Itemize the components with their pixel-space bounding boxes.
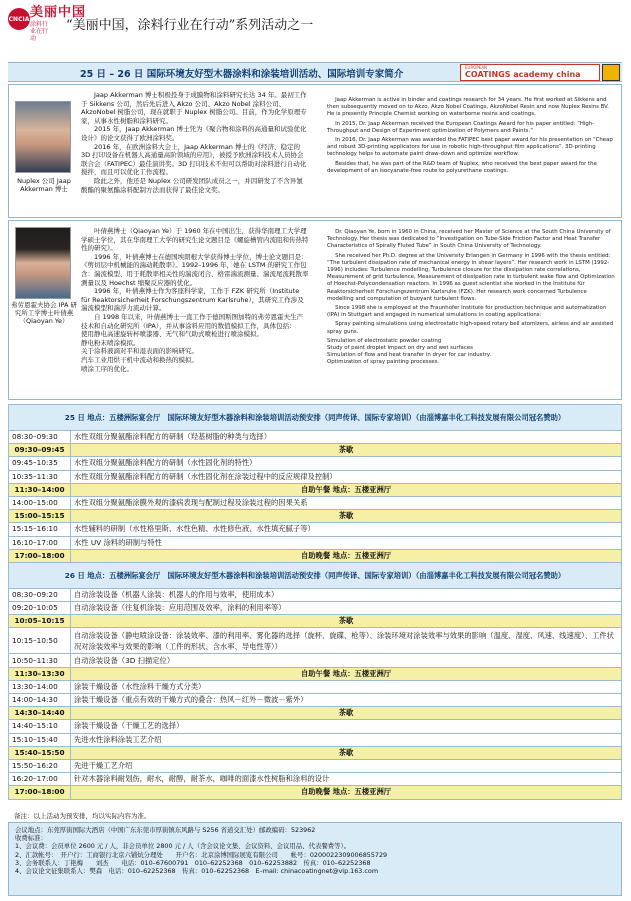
break-label: 自助晚餐 地点：五楼亚洲厅	[71, 786, 622, 799]
bio-list-item: 喷涂工序的优化。	[81, 364, 133, 373]
break-label: 茶歇	[71, 746, 622, 759]
session-topic: 水性双组分聚氨酯涂膜外观的漆病表现与配制过程及涂装过程的因果关系	[71, 496, 622, 509]
break-label: 自助午餐 地点：五楼亚洲厅	[71, 483, 622, 496]
session-topic: 先进水性涂料涂装工艺介绍	[71, 733, 622, 746]
expert-bio-cn	[81, 227, 309, 373]
session-topic: 先进干燥工艺介绍	[71, 759, 622, 772]
session-time: 17:00–18:00	[9, 786, 71, 799]
vincentz-icon	[602, 64, 620, 81]
session-topic: 水性 UV 涂料的研制与特性	[71, 536, 622, 549]
beautiful-china-logo: 美丽中国	[30, 5, 87, 20]
expert-photo	[15, 227, 71, 299]
session-time: 08:30–09:30	[9, 431, 71, 444]
bio-paragraph: 2016 年，在欧洲涂料大会上，Jaap Akkerman 博士的《经济、稳定的 3D 打印设备在机器人高通量高阶领域的应用》，被授予欧洲涂料技术人员协会联合会（FATIPEC）最佳演讲奖。3D 打印技术不但可以帮助对涂料进行自动化搅拌，而且可以优化工作流程。	[81, 142, 307, 177]
schedule-row	[9, 773, 622, 786]
bio-paragraph: In 2015, Dr. Jaap Akkerman received the European Coatings Award for his paper entitled: “High-Throughput and Design of Experiment optimization of Polymers and Paints.”	[327, 120, 595, 134]
session-topic: 涂装干燥设备（干燥工艺的选择）	[71, 720, 622, 733]
break-label: 茶歇	[71, 707, 622, 720]
bio-list-item: Study of paint droplet impact on dry and wet surfaces	[327, 345, 473, 352]
session-time: 11:30–13:30	[9, 667, 71, 680]
bio-paragraph: 叶倩燕博士（Qiaoyan Ye）于 1960 年在中国出生，获得华南理工大学理学硕士学位，其在华南理工大学的研究生论文题目是《螺旋槽管内流阻和传热特性的研究》。	[81, 227, 309, 253]
schedule-break-row	[9, 667, 622, 680]
bio-paragraph: Dr. Qiaoyan Ye, born in 1960 in China, received her Master of Science at the South China University of Technology. Her thesis was dedicated to “Investigation on Tube-Side Friction Factor and Heat Transfer Characteristics of Spirally Fluted Tube” in South China University of Technology.	[327, 229, 611, 250]
session-time: 10:35–11:30	[9, 470, 71, 483]
break-label: 自助午餐 地点：五楼亚洲厅	[71, 667, 622, 680]
schedule-row	[9, 654, 622, 667]
session-time: 14:30–14:40	[9, 707, 71, 720]
session-time: 14:00–15:00	[9, 496, 71, 509]
break-label: 茶歇	[71, 444, 622, 457]
cncia-logo: CNCIA	[8, 8, 30, 30]
schedule-day-header	[9, 562, 622, 588]
session-time: 15:15–16:10	[9, 523, 71, 536]
bio-list-item: 静电粉末喷涂模拟。	[81, 338, 140, 347]
expert-bio-en	[327, 229, 615, 367]
break-label: 茶歇	[71, 510, 622, 523]
schedule-break-row	[9, 786, 622, 799]
expert-caption: Nuplex 公司 Jaap Akkerman 博士	[17, 177, 71, 193]
session-time: 14:00–14:30	[9, 694, 71, 707]
schedule-break-row	[9, 483, 622, 496]
schedule-break-row	[9, 549, 622, 562]
session-time: 16:10–17:00	[9, 536, 71, 549]
info-line: 4、会议论文征集联系人：樊森 电话：010–62252368 传真：010–62252368 E–mail: chinacoatingnet@vip.163.com	[15, 867, 379, 876]
schedule-row	[9, 733, 622, 746]
schedule-row	[9, 720, 622, 733]
schedule-row	[9, 536, 622, 549]
bio-list-item: 使用静电高速旋转杯喷漆器、无气和气助式喷枪进行喷涂模拟。	[81, 330, 263, 339]
bio-list-item: Optimization of spray painting processes.	[327, 359, 440, 366]
schedule-break-row	[9, 444, 622, 457]
schedule-break-row	[9, 746, 622, 759]
schedule-break-row	[9, 707, 622, 720]
expert-profile-akkerman	[8, 84, 622, 218]
info-line: 会议地点：东莞厚街国际大酒店（中国广东东莞市厚街镇东风路与 S256 省道交汇处）邮政编码：523962	[15, 826, 316, 834]
logo-subtitle: 涂料行业在行动	[30, 21, 49, 42]
bio-paragraph: 1996 年，叶倩燕博士作为客座科学家，工作于 FZK 研究所（Institute für Reaktorsicherheit Forschungszentrum Karlsruhe），其研究工作涉及湍流模型和湍浮力流动计算。	[81, 287, 304, 313]
session-time: 15:40–15:50	[9, 746, 71, 759]
expert-bio-cn	[81, 91, 309, 194]
session-topic: 水性双组分聚氨酯涂料配方的研制（羟基树脂的种类与选择）	[71, 431, 622, 444]
info-line: 3、会务联系人：丁艳梅 刘杰 电话：010–67600791 010–62252368 010–62253882 传真：010–62252368	[15, 858, 371, 867]
session-topic: 水性双组分聚氨酯涂料配方的研制（水性固化剂在涂装过程中的反应规律及控制）	[71, 470, 622, 483]
schedule-row	[9, 680, 622, 693]
session-time: 10:50–11:30	[9, 654, 71, 667]
expert-caption: 弗劳恩霍夫协会 IPA 研究所工学博士叶倩燕（Qiaoyan Ye）	[11, 301, 77, 325]
day-header-text: 26 日 地点：五楼洲际宴会厅 国际环境友好型木器涂料和涂装培训活动预安排（同声传译、国际专家培训）（由淄博嘉丰化工科技发展有限公司冠名赞助）	[9, 562, 622, 588]
bio-paragraph: In 2016, Dr. Jaap Akkerman was awarded the FATIPEC best paper award for his presentation on “Cheap and robust 3D-printing applicators for use in robotic high-throughput film applications”. 3D-printing technology helps to automate paint draw-down and optimize workflow.	[327, 137, 613, 158]
bio-paragraph: Besides that, he was part of the R&D team of Nuplex, who received the best paper award for the development of an isocyanate-free route to polyurethane coatings.	[327, 160, 597, 174]
session-topic: 自动涂装设备（3D 扫描定位）	[71, 654, 622, 667]
schedule-table	[8, 404, 622, 800]
bio-paragraph: She received her Ph.D. degree at the University Erlangen in Germany in 1996 with the thesis entitled: “The turbulent dissipation rate of mechanical energy in shear layers”. Her research work in LSTM (1992-1996) includes: Turbulence modelling, Turbulence closure for the dissipation rate correlations, Measurement of grid turbulence, Measurement of dissipation rate in turbulent wake flow and Optimization of Hoechst-Polycondensation reactors. In 1996 as guest scientist she worked in the Institute für Reaktorsicherheit Forschungszentrum Karlsruhe (FZK). Her research work concerned Turbulence modelling and computation of buoyant turbulent flows.	[327, 252, 615, 302]
schedule-row	[9, 496, 622, 509]
schedule-row	[9, 694, 622, 707]
session-topic: 自动涂装设备（机器人涂装：机器人的作用与效率，使用成本）	[71, 588, 622, 601]
break-label: 茶歇	[71, 615, 622, 628]
page-header	[6, 4, 626, 46]
info-line: 收费标准：	[15, 834, 47, 843]
bio-list-item: 关于涂料液滴对平和湿表面的影响研究。	[81, 347, 198, 356]
session-topic: 涂装干燥设备（重点有效的干燥方式的叠合：热风－红外－微波－紫外）	[71, 694, 622, 707]
bio-paragraph: 除此之外，他还是 Nuplex 公司研发团队成员之一，并因研发了不含异氰酸酯的聚氨酯涂料配制方法而获得了最佳论文奖。	[81, 176, 303, 194]
schedule-day-header	[9, 405, 622, 431]
bio-paragraph: Spray painting simulations using electrostatic high-speed rotary bell atomizers, airless and air assisted spray guns.	[327, 321, 614, 335]
schedule-row	[9, 588, 622, 601]
session-topic: 水性双组分聚氨酯涂料配方的研制（水性固化剂的特性）	[71, 457, 622, 470]
info-line: 2、汇款帐号： 开户行：工商银行北京六铺炕分理处 开户名：北京涂博国际展览有限公司 帐号：0200022309006855729	[15, 850, 388, 859]
bio-list-item: 汽车工业用烘干机中流动和换热的模拟。	[81, 355, 198, 364]
session-time: 15:10–15:40	[9, 733, 71, 746]
schedule-row	[9, 431, 622, 444]
bio-paragraph: 自 1998 年以来，叶倩燕博士一直工作于德国斯图加特的弗劳恩霍夫生产技术和自动化研究所（IPA），并从事涂料应用的数值模拟工作，具体包括：	[81, 312, 304, 330]
expert-photo	[15, 101, 71, 173]
schedule-row	[9, 457, 622, 470]
schedule-row	[9, 602, 622, 615]
session-time: 11:30–14:00	[9, 483, 71, 496]
session-time: 09:20–10:05	[9, 602, 71, 615]
session-topic: 水性辅料的研制（水性格里斯、水性色精、水性修色液、水性填充腻子等）	[71, 523, 622, 536]
bio-paragraph: Jaap Akkerman 博士积极投身于成膜物和涂料研究长达 34 年。最初工作于 Sikkens 公司，然后先后进入 Akzo 公司、Akzo Nobel 涂料公司、AkzoNobel 树脂公司，现在就职于 Nuplex 树脂公司。目前，作为化学原理专家，从事水性树脂和涂料研究。	[81, 91, 307, 125]
bio-list-item: Simulation of electrostatic powder coating	[327, 337, 442, 344]
schedule-note: 备注：以上活动为预安排，均以实际内容为准。	[14, 812, 151, 820]
schedule-row	[9, 470, 622, 483]
session-topic: 针对木器涂料耐划伤，耐水，耐醇，耐茶水，咖啡的面漆水性树脂和涂料的设计	[71, 773, 622, 786]
session-time: 13:30–14:00	[9, 680, 71, 693]
conference-info	[8, 822, 622, 896]
session-topic: 自动涂装设备（静电喷涂设备：涂装效率、漆的利用率、雾化器的选择（旋杯、旋碟、枪等）、涂装环境对涂装效率与效果的影响（温度、湿度、风速、线速度）、工件状况对涂装效率与效果的影响（工件的形状、含水率、导电性等））	[71, 628, 622, 654]
session-time: 09:30–09:45	[9, 444, 71, 457]
session-time: 10:15–10:50	[9, 628, 71, 654]
expert-bio-en	[327, 97, 615, 177]
session-time: 15:50–16:20	[9, 759, 71, 772]
session-time: 08:30–09:20	[9, 588, 71, 601]
session-topic: 涂装干燥设备（水性涂料干燥方式分类）	[71, 680, 622, 693]
section-banner	[8, 62, 622, 82]
session-time: 10:05–10:15	[9, 615, 71, 628]
schedule-row	[9, 628, 622, 654]
schedule-row	[9, 523, 622, 536]
break-label: 自助晚餐 地点：五楼亚洲厅	[71, 549, 622, 562]
session-time: 09:45–10:35	[9, 457, 71, 470]
day-header-text: 25 日 地点：五楼洲际宴会厅 国际环境友好型木器涂料和涂装培训活动预安排（同声传译、国际专家培训）（由淄博嘉丰化工科技发展有限公司冠名赞助）	[9, 405, 622, 431]
ca-logo-text: COATINGS academy china	[465, 69, 581, 79]
ca-small-text: EUROPEAN	[465, 65, 488, 70]
bio-paragraph: Jaap Akkerman is active in binder and coatings research for 34 years. He first worked at Sikkens and then subsequently moved on to Akzo, Akzo Nobel Coatings, AkzoNobel Resin and now Nuplex Resins BV. He is presently Principle Chemist working on waterborne resins and coatings.	[327, 97, 609, 118]
coatings-academy-logo	[460, 64, 600, 81]
info-line: 1、会议费：会员单位 2600 元 / 人，非会员单位 2800 元 / 人（含会议论文集、会议资料、会议用品、代表餐费等）。	[15, 842, 351, 851]
session-time: 14:40–15:10	[9, 720, 71, 733]
bio-list-item: Simulation of flow and heat transfer in dryer for car industry.	[327, 352, 491, 359]
schedule-break-row	[9, 615, 622, 628]
bio-paragraph: Since 1998 she is employed at the Fraunhofer Institute for production technique and automatization (IPA) in Stuttgart and engaged in numerical simulations in coating applications:	[327, 305, 607, 319]
expert-profile-ye	[8, 220, 622, 400]
session-time: 17:00–18:00	[9, 549, 71, 562]
session-time: 16:20–17:00	[9, 773, 71, 786]
bio-paragraph: 2015 年，Jaap Akkerman 博士凭为《聚合物和涂料的高通量和试验优化设计》的论文获得了欧洲涂料奖。	[81, 125, 307, 142]
session-topic: 自动涂装设备（往复机涂装：应用范围及效率，涂料的利用率等）	[71, 602, 622, 615]
schedule-break-row	[9, 510, 622, 523]
banner-title: 25 日 – 26 日 国际环境友好型木器涂料和涂装培训活动、国际培训专家简介	[80, 69, 404, 80]
schedule-row	[9, 759, 622, 772]
session-time: 15:00–15:15	[9, 510, 71, 523]
page-title: “美丽中国，涂料行业在行动”系列活动之一	[66, 18, 314, 33]
bio-paragraph: 1996 年，叶倩燕博士在德国埃朗根大学获得博士学位，博士论文题目是：《剪切层中机械能的湍动耗散率》。1992–1996 年，她在 LSTM 的研究工作包含：湍流模型、用于耗散率相关性的湍流闭合、格雷湍流测量、湍流尾流耗散率测量以及 Hoechst 缩聚反应器的优化。	[81, 252, 309, 287]
